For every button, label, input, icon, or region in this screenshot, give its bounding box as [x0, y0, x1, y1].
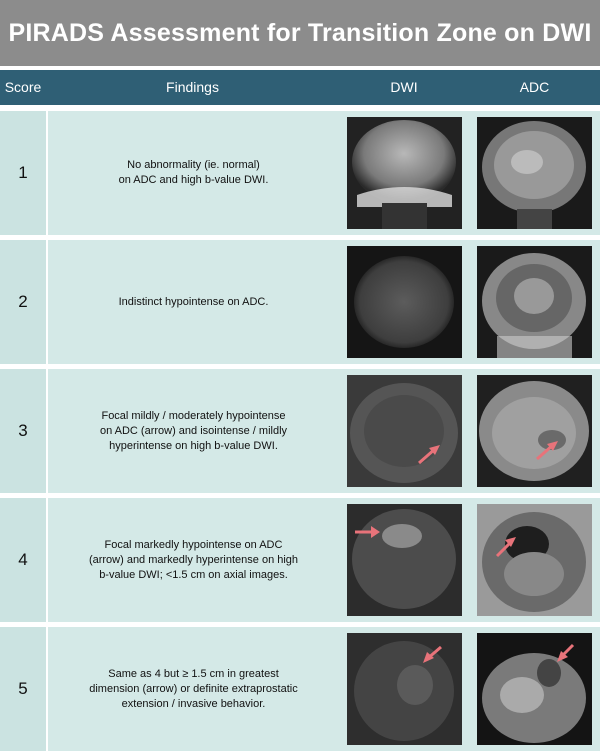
table-row: [0, 111, 600, 235]
adc-image: [477, 117, 592, 229]
header-dwi: DWI: [390, 79, 418, 95]
score-cell: [0, 369, 46, 493]
mri-scan-adc-5: [477, 633, 592, 745]
adc-cell: [469, 627, 600, 751]
mri-scan-adc-1: [477, 117, 592, 229]
dwi-image: [347, 633, 462, 745]
table-row: [0, 627, 600, 751]
table-row: [0, 240, 600, 364]
findings-text: Focal markedly hypointense on ADC (arrow) and markedly hyperintense on high b-value DWI; <1.5 cm on axial images.: [88, 538, 299, 581]
header-score: Score: [4, 79, 42, 95]
dwi-cell: [339, 498, 469, 622]
mri-scan-dwi-5: [347, 633, 462, 745]
findings-cell: [46, 240, 339, 364]
adc-cell: [469, 369, 600, 493]
findings-text: Indistinct hypointense on ADC.: [118, 295, 269, 308]
table-row: [0, 369, 600, 493]
score-value: 1: [18, 163, 28, 182]
score-cell: [0, 498, 46, 622]
findings-text: No abnormality (ie. normal) on ADC and high b-value DWI.: [118, 159, 269, 186]
adc-cell: [469, 111, 600, 235]
dwi-cell: [339, 369, 469, 493]
dwi-cell: [339, 240, 469, 364]
mri-scan-dwi-1: [347, 117, 462, 229]
table-row: [0, 498, 600, 622]
dwi-cell: [339, 111, 469, 235]
adc-image: [477, 633, 592, 745]
mri-scan-adc-4: [477, 504, 592, 616]
score-cell: [0, 240, 46, 364]
table-header: [0, 70, 600, 105]
findings-text: Same as 4 but ≥ 1.5 cm in greatest dimension (arrow) or definite extraprostatic extension / invasive behavior.: [89, 667, 298, 710]
dwi-cell: [339, 627, 469, 751]
header-findings: Findings: [166, 79, 219, 95]
dwi-image: [347, 375, 462, 487]
score-cell: [0, 111, 46, 235]
findings-cell: [46, 369, 339, 493]
adc-image: [477, 375, 592, 487]
dwi-image: [347, 504, 462, 616]
findings-text: Focal mildly / moderately hypointense on ADC (arrow) and isointense / mildly hyperintense on high b-value DWI.: [99, 409, 288, 452]
adc-cell: [469, 240, 600, 364]
mri-scan-dwi-3: [347, 375, 462, 487]
findings-cell: [46, 111, 339, 235]
title-text: PIRADS Assessment for Transition Zone on DWI: [8, 18, 592, 47]
score-value: 5: [18, 679, 28, 698]
mri-scan-dwi-2: [347, 246, 462, 358]
mri-scan-dwi-4: [347, 504, 462, 616]
score-value: 3: [18, 421, 28, 440]
adc-image: [477, 504, 592, 616]
score-value: 2: [18, 292, 28, 311]
mri-scan-adc-3: [477, 375, 592, 487]
header-adc: ADC: [519, 79, 550, 95]
score-cell: [0, 627, 46, 751]
page-title: [0, 0, 600, 66]
mri-scan-adc-2: [477, 246, 592, 358]
findings-cell: [46, 498, 339, 622]
dwi-image: [347, 117, 462, 229]
adc-image: [477, 246, 592, 358]
dwi-image: [347, 246, 462, 358]
adc-cell: [469, 498, 600, 622]
score-value: 4: [18, 550, 28, 569]
findings-cell: [46, 627, 339, 751]
